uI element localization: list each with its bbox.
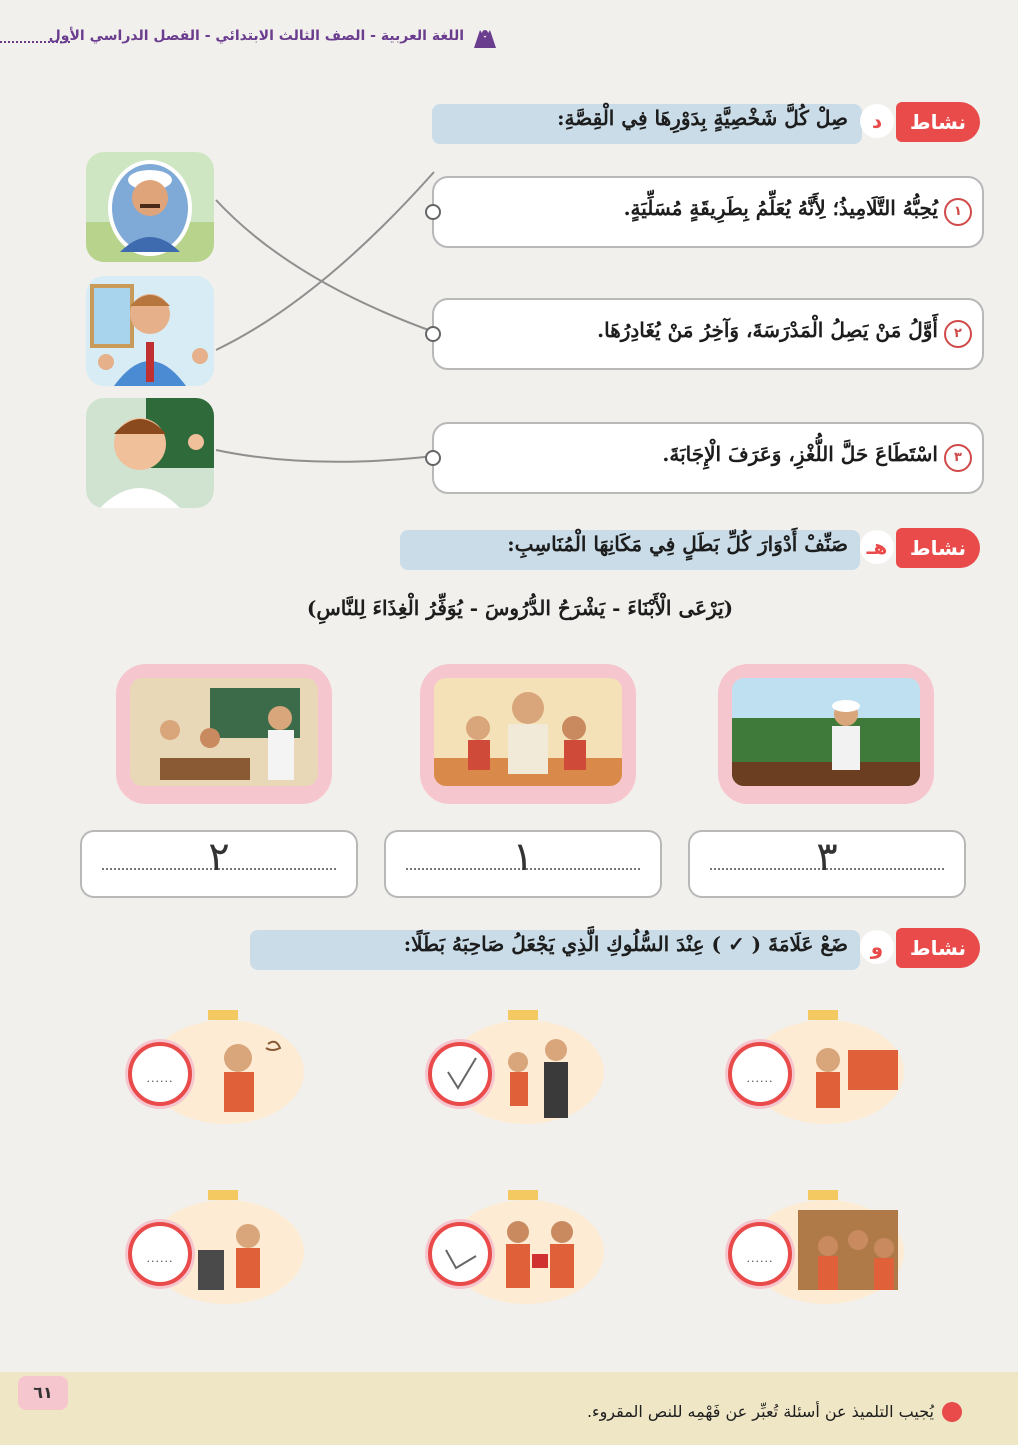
handwritten-answer: ٣	[816, 834, 838, 880]
tape-decoration	[208, 1190, 238, 1200]
footer-note: يُجيب التلميذ عن أسئلة تُعبِّر عن فَهْمِه للنص المقروء.	[586, 1402, 934, 1421]
sentence-number: ٣	[944, 444, 972, 472]
check-circle[interactable]: ......	[728, 1042, 792, 1106]
sentence-number: ١	[944, 198, 972, 226]
sentence-box-1[interactable]	[432, 176, 984, 248]
sentence-box-3[interactable]	[432, 422, 984, 494]
behavior-trash-bin	[128, 1196, 308, 1308]
header-dotted-line	[0, 41, 70, 43]
picture-father	[420, 664, 636, 804]
answer-box-3[interactable]	[688, 830, 966, 898]
activity-d-header	[430, 102, 980, 146]
behavior-helping-police	[428, 1016, 608, 1128]
tape-decoration	[508, 1010, 538, 1020]
tape-decoration	[808, 1190, 838, 1200]
character-farmer[interactable]	[86, 152, 214, 262]
connector-dot[interactable]	[425, 450, 441, 466]
activity-w-header	[240, 928, 980, 972]
farmer-illustration	[86, 152, 214, 262]
activity-instruction: ضَعْ عَلَامَةَ ( ✓ ) عِنْدَ السُّلُوكِ الَّذِي يَجْعَلُ صَاحِبَهُ بَطَلًا:	[403, 932, 848, 956]
behavior-bullying	[728, 1196, 908, 1308]
target-icon	[942, 1402, 962, 1422]
check-circle[interactable]: ......	[128, 1042, 192, 1106]
book-logo-icon	[470, 24, 500, 54]
check-circle[interactable]: ......	[128, 1222, 192, 1286]
behavior-sharing-gift	[428, 1196, 608, 1308]
check-circle-checked[interactable]	[428, 1222, 492, 1286]
sentence-number: ٢	[944, 320, 972, 348]
answer-box-2[interactable]	[384, 830, 662, 898]
picture-teacher	[116, 664, 332, 804]
answer-box-1[interactable]	[80, 830, 358, 898]
tape-decoration	[508, 1190, 538, 1200]
tape-decoration	[208, 1010, 238, 1020]
activity-letter: هـ	[860, 530, 894, 564]
activity-badge: نشاط	[896, 102, 980, 142]
activity-badge: نشاط	[896, 528, 980, 568]
behavior-writing-wall	[128, 1016, 308, 1128]
check-circle-checked[interactable]	[428, 1042, 492, 1106]
tape-decoration	[808, 1010, 838, 1020]
father-scene	[434, 678, 622, 786]
activity-letter: و	[860, 930, 894, 964]
character-man[interactable]	[86, 276, 214, 386]
character-boy[interactable]	[86, 398, 214, 508]
farmer-scene	[732, 678, 920, 786]
sentence-text: يُحِبُّهُ التَّلَامِيذُ؛ لِأَنَّهُ يُعَلِّمُ بِطَرِيقَةٍ مُسَلِّيَةٍ.	[623, 196, 938, 220]
activity-instruction: صِلْ كُلَّ شَخْصِيَّةٍ بِدَوْرِهَا فِي الْقِصَّةِ:	[557, 106, 848, 130]
activity-h-header	[380, 528, 980, 572]
handwritten-answer: ٢	[208, 834, 230, 880]
activity-badge: نشاط	[896, 928, 980, 968]
behavior-littering	[728, 1016, 908, 1128]
man-illustration	[86, 276, 214, 386]
page-number: ٦١	[18, 1376, 68, 1410]
matching-lines	[210, 160, 440, 500]
connector-dot[interactable]	[425, 326, 441, 342]
handwritten-answer: ١	[512, 834, 534, 880]
connector-dot[interactable]	[425, 204, 441, 220]
activity-letter: د	[860, 104, 894, 138]
sentence-box-2[interactable]	[432, 298, 984, 370]
check-mark-icon	[432, 1046, 488, 1102]
check-mark-icon	[432, 1226, 488, 1282]
check-circle[interactable]: ......	[728, 1222, 792, 1286]
sentence-text: أَوَّلُ مَنْ يَصِلُ الْمَدْرَسَةَ، وَآخِرُ مَنْ يُغَادِرُهَا.	[597, 318, 938, 342]
teacher-scene	[130, 678, 318, 786]
header-title: اللغة العربية - الصف الثالث الابتدائي - الفصل الدراسي الأول	[48, 28, 464, 44]
page-header	[0, 22, 500, 62]
activity-instruction: صَنِّفْ أَدْوَارَ كُلِّ بَطَلٍ فِي مَكَانِهَا الْمُنَاسِبِ:	[507, 532, 848, 556]
boy-illustration	[86, 398, 214, 508]
sentence-text: اسْتَطَاعَ حَلَّ اللُّغْزِ، وَعَرَفَ الْإِجَابَةَ.	[662, 442, 938, 466]
word-bank: (يَرْعَى الْأَبْنَاءَ - يَشْرَحُ الدُّرُوسَ - يُوَفِّرُ الْغِذَاءَ لِلنَّاسِ)	[306, 596, 734, 620]
picture-farmer	[718, 664, 934, 804]
